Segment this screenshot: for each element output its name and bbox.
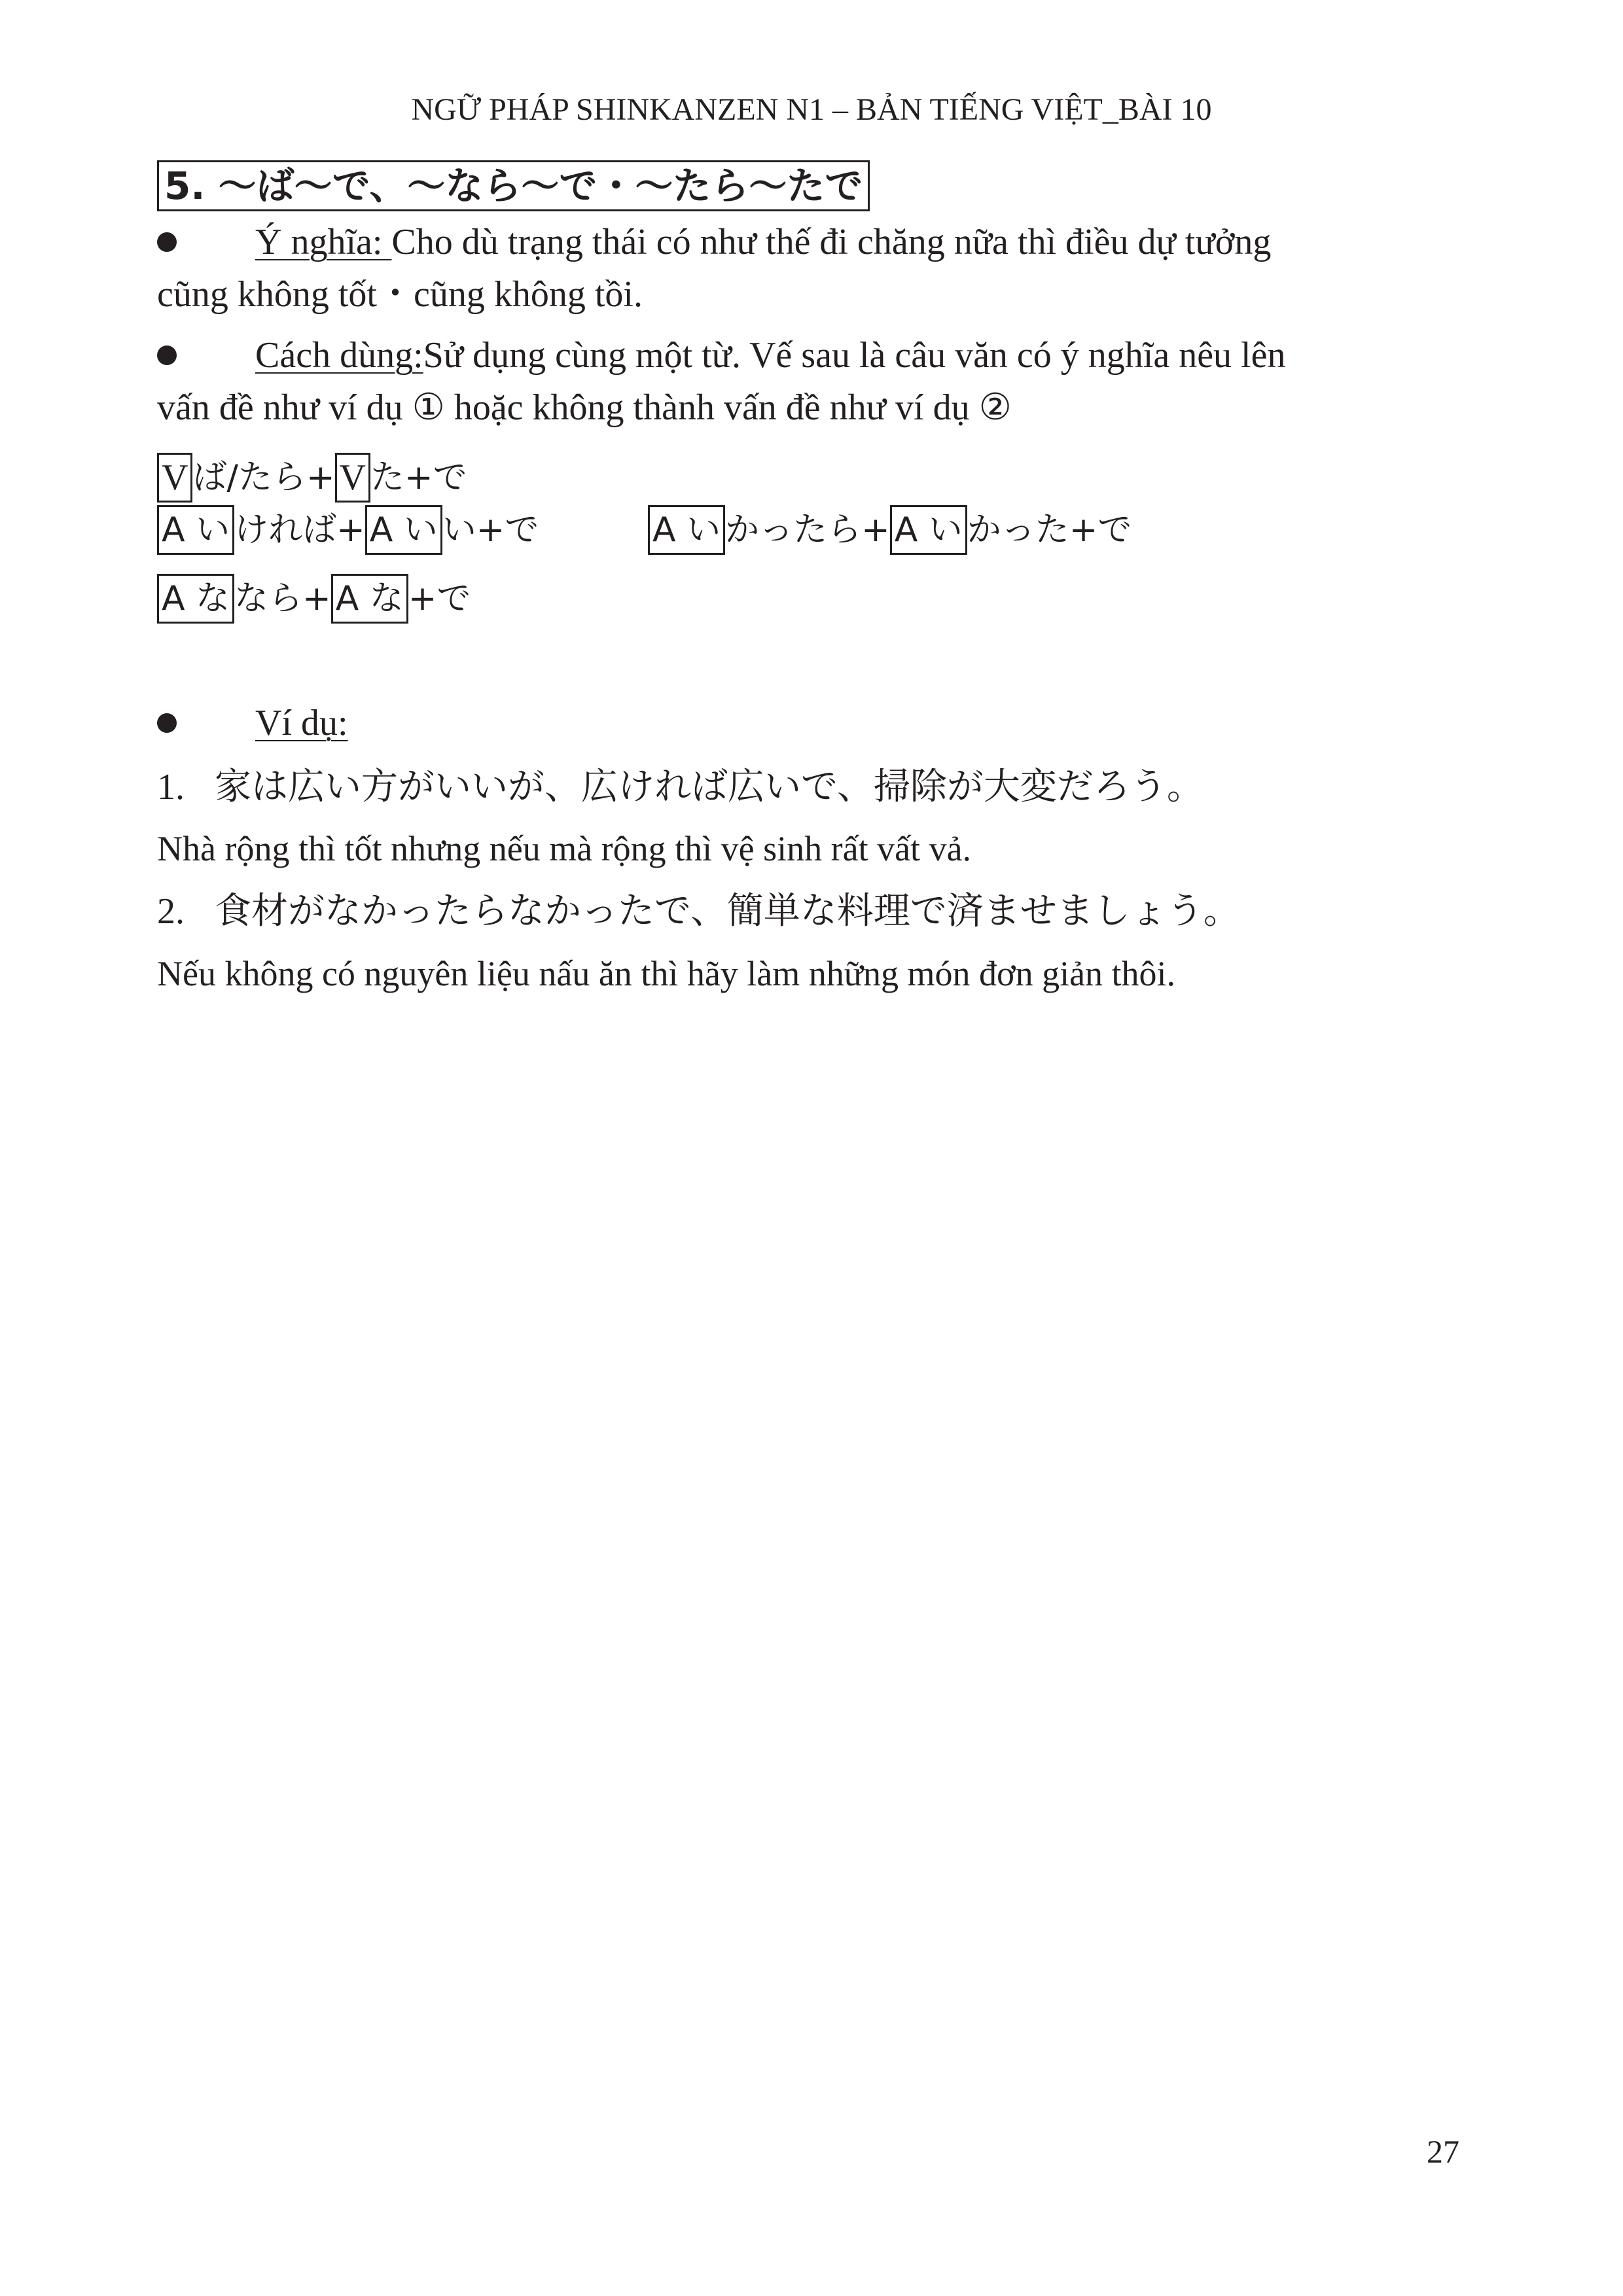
formula-box: V bbox=[335, 453, 370, 503]
meaning-text-line2: cũng không tốt・cũng không tồi. bbox=[157, 274, 643, 315]
example-number: 1. bbox=[157, 767, 185, 807]
usage-paragraph bbox=[157, 329, 1466, 434]
examples-label: Ví dụ: bbox=[255, 703, 348, 743]
formula-box: A い bbox=[157, 505, 234, 555]
meaning-text-line1: Cho dù trạng thái có như thế đi chăng nữa thì điều dự tưởng bbox=[391, 222, 1272, 262]
formula-verb bbox=[157, 453, 467, 503]
usage-text-line1: Sử dụng cùng một từ. Vế sau là câu văn có ý nghĩa nêu lên bbox=[423, 335, 1286, 376]
example-sentence: 食材がなかったらなかったで、簡単な料理で済ませましょう。 bbox=[215, 890, 1240, 932]
formula-text: かったら+ bbox=[725, 510, 890, 550]
formula-text: かった+で bbox=[967, 510, 1132, 550]
example-sentence: 家は広い方がいいが、広ければ広いで、掃除が大変だろう。 bbox=[215, 766, 1204, 808]
usage-text-line2: vấn đề như ví dụ ① hoặc không thành vấn đề như ví dụ ② bbox=[157, 387, 1012, 428]
formula-text: なら+ bbox=[234, 579, 331, 618]
usage-label: Cách dùng: bbox=[255, 335, 423, 376]
formula-i-adjective bbox=[157, 505, 539, 555]
formula-text: た+で bbox=[370, 458, 467, 497]
formula-box: A い bbox=[648, 505, 725, 555]
formula-text: +で bbox=[408, 579, 471, 618]
formula-text: ければ+ bbox=[234, 510, 365, 550]
formula-box: A な bbox=[331, 574, 408, 624]
examples-heading bbox=[157, 697, 1466, 749]
formula-text: ば/たら+ bbox=[192, 458, 335, 497]
formula-text: い+で bbox=[442, 510, 539, 550]
example-1-translation: Nhà rộng thì tốt nhưng nếu mà rộng thì vệ sinh rất vất vả. bbox=[157, 829, 972, 868]
formula-box: V bbox=[157, 453, 192, 503]
formula-box: A な bbox=[157, 574, 234, 624]
formula-i-adjective-past bbox=[648, 505, 1132, 555]
example-2-translation: Nếu không có nguyên liệu nấu ăn thì hãy làm những món đơn giản thôi. bbox=[157, 954, 1176, 993]
example-2-japanese bbox=[157, 885, 1466, 938]
page-header: NGỮ PHÁP SHINKANZEN N1 – BẢN TIẾNG VIỆT_BÀI 10 bbox=[411, 92, 1212, 127]
formula-box: A い bbox=[365, 505, 442, 555]
page-number: 27 bbox=[1427, 2133, 1459, 2170]
formula-na-adjective bbox=[157, 574, 471, 624]
meaning-label: Ý nghĩa: bbox=[255, 222, 392, 262]
meaning-paragraph bbox=[157, 216, 1466, 321]
section-title: 5. ～ば～で、～なら～で・～たら～たで bbox=[157, 160, 870, 211]
formula-box: A い bbox=[890, 505, 967, 555]
example-1-japanese bbox=[157, 761, 1466, 813]
example-number: 2. bbox=[157, 891, 185, 932]
